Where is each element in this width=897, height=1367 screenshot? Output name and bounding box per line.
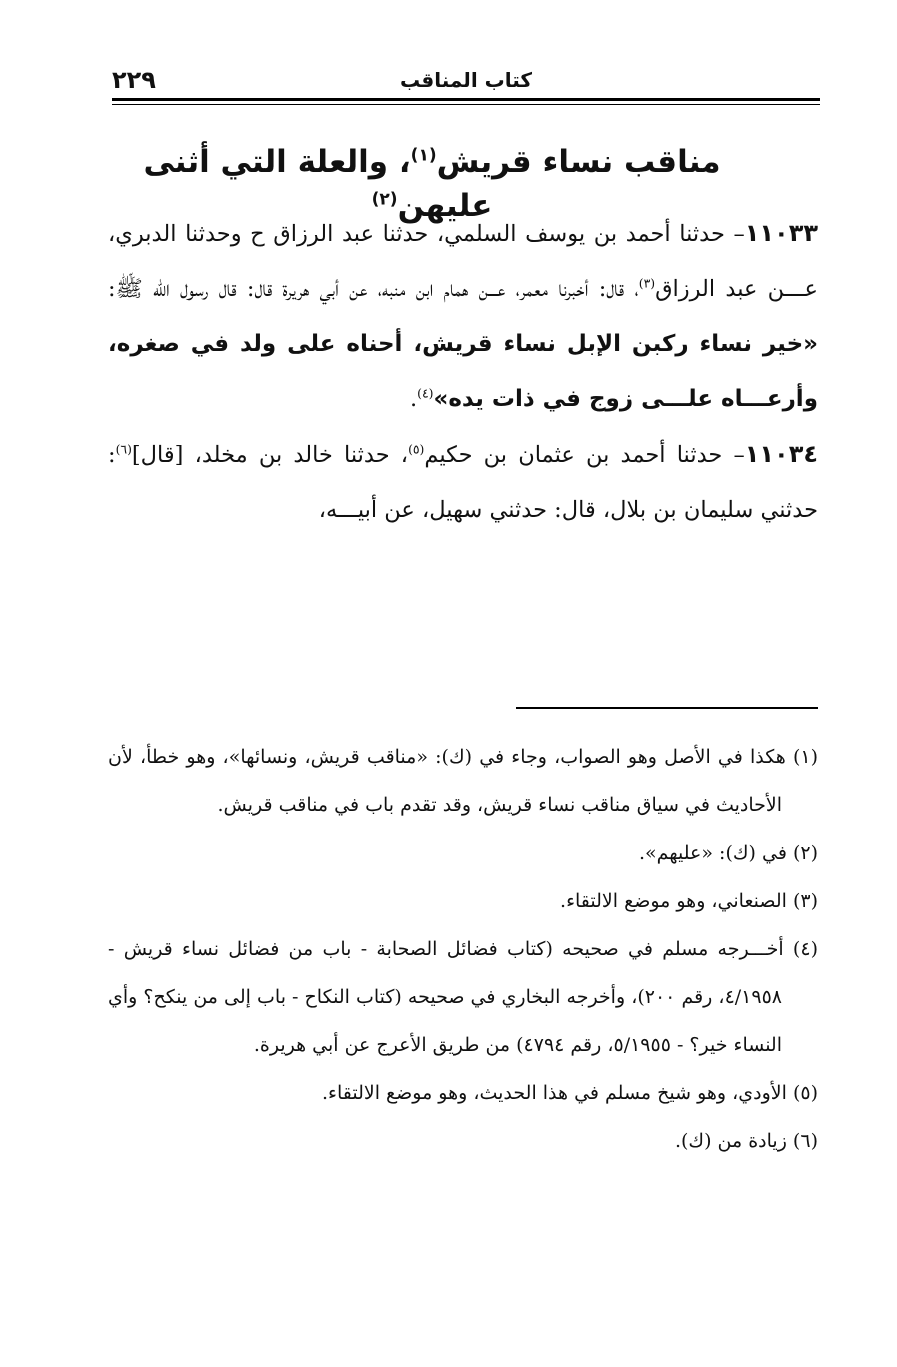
hadith-text: – حدثنا أحمد بن عثمان بن حكيم	[424, 442, 745, 468]
hadith-text: ، قال: أخبرنا معمر، عـــن همام ابن منبه، عن أبي هريرة قال: قال رسول الله ﷺ:	[108, 276, 639, 302]
footnote-ref-3: (٣)	[638, 276, 656, 291]
hadith-text: – حدثنا أحمد بن يوسف السلمي، حدثنا عبد الرزاق ح وحدثنا الدبري، عـــن عبد الرزاق	[108, 221, 818, 302]
hadith-text: : حدثني سليمان بن بلال، قال: حدثني سهيل، عن أبيـــه،	[108, 442, 818, 523]
footnote-separator	[516, 707, 818, 709]
footnote-6: (٦) زيادة من (ك).	[674, 1130, 818, 1152]
running-header	[112, 66, 820, 100]
footnote-ref-2: (٢)	[371, 189, 398, 210]
footnote-ref-6: (٦)	[115, 442, 132, 457]
hadith-11034	[108, 427, 818, 538]
header-rule-thick	[112, 98, 820, 101]
footnote-4: (٤) أخـــرجه مسلم في صحيحه (كتاب فضائل الصحابة - باب من فضائل نساء قريش - ٤/١٩٥٨، رقم ٢٠٠)، وأخرجه البخاري في صحيحه (كتاب النكاح - باب إلى من ينكح؟ وأي النساء خير؟ - ٥/١٩٥٥، رقم ٤٧٩٤) من طريق الأعرج عن أبي هريرة.	[108, 938, 818, 1056]
footnote-1: (١) هكذا في الأصل وهو الصواب، وجاء في (ك): «مناقب قريش، ونسائها»، وهو خطأ، لأن الأحاديث في سياق مناقب نساء قريش، وقد تقدم باب في مناقب قريش.	[108, 746, 818, 816]
main-text	[108, 206, 818, 538]
page-number: ٢٢٩	[112, 66, 156, 94]
hadith-number: ١١٠٣٣	[744, 219, 818, 247]
heading-part-1: مناقب نساء قريش	[436, 144, 721, 180]
hadith-11033	[108, 206, 818, 427]
chapter-title: كتاب المناقب	[399, 68, 533, 92]
footnote-ref-1: (١)	[410, 145, 437, 166]
footnote-2: (٢) في (ك): «عليهم».	[638, 842, 818, 864]
hadith-number: ١١٠٣٤	[744, 440, 818, 468]
hadith-text: ، حدثنا خالد بن مخلد، [قال]	[131, 442, 409, 468]
footnote-ref-5: (٥)	[408, 442, 425, 457]
hadith-end: .	[410, 386, 418, 412]
footnote-3: (٣) الصنعاني، وهو موضع الالتقاء.	[560, 890, 818, 912]
header-rule-thin	[112, 104, 820, 105]
footnote-ref-4: (٤)	[417, 386, 434, 401]
prophetic-quote: «خير نساء ركبن الإبل نساء قريش، أحناه على ولد في صغره، وأرعـــاه علـــى زوج في ذات يده»	[108, 331, 818, 412]
footnote-5: (٥) الأودي، وهو شيخ مسلم في هذا الحديث، وهو موضع الالتقاء.	[321, 1082, 818, 1104]
heading-part-2: ، والعلة التي أثنى عليهن	[143, 144, 493, 224]
footnotes	[108, 733, 818, 1165]
